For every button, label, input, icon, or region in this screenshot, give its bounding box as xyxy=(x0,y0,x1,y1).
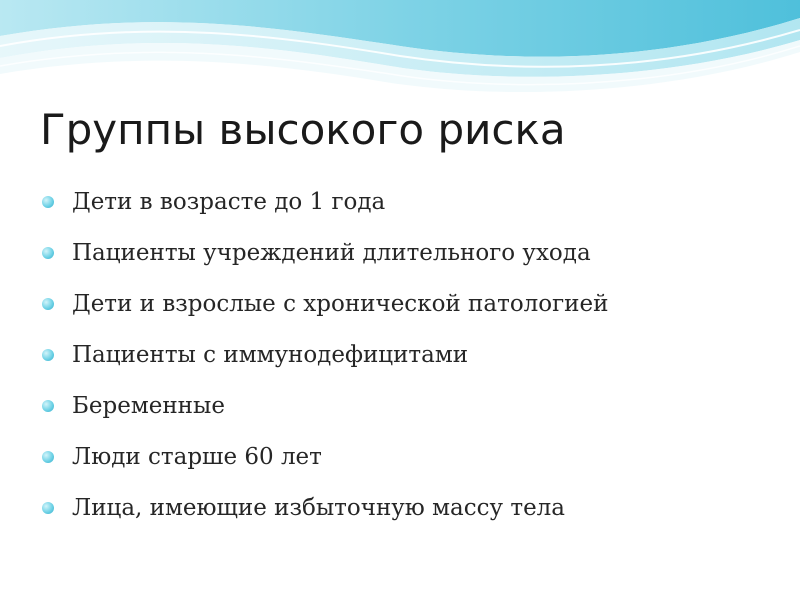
round-bullet-icon xyxy=(42,451,54,463)
wave-decoration xyxy=(0,0,800,110)
list-item xyxy=(42,227,782,278)
slide-title: Группы высокого риска xyxy=(40,105,566,154)
list-item xyxy=(42,176,782,227)
round-bullet-icon xyxy=(42,502,54,514)
list-item-text: Пациенты учреждений длительного ухода xyxy=(72,239,591,266)
list-item-text: Пациенты с иммунодефицитами xyxy=(72,341,469,368)
list-item xyxy=(42,329,782,380)
list-item-text: Беременные xyxy=(72,392,225,419)
round-bullet-icon xyxy=(42,298,54,310)
list-item xyxy=(42,482,782,533)
list-item xyxy=(42,278,782,329)
bullet-list xyxy=(42,176,782,533)
list-item-text: Дети в возрасте до 1 года xyxy=(72,188,386,215)
list-item-text: Дети и взрослые с хронической патологией xyxy=(72,290,609,317)
round-bullet-icon xyxy=(42,247,54,259)
round-bullet-icon xyxy=(42,349,54,361)
list-item xyxy=(42,380,782,431)
list-item-text: Люди старше 60 лет xyxy=(72,443,322,470)
list-item-text: Лица, имеющие избыточную массу тела xyxy=(72,494,566,521)
round-bullet-icon xyxy=(42,400,54,412)
list-item xyxy=(42,431,782,482)
round-bullet-icon xyxy=(42,196,54,208)
